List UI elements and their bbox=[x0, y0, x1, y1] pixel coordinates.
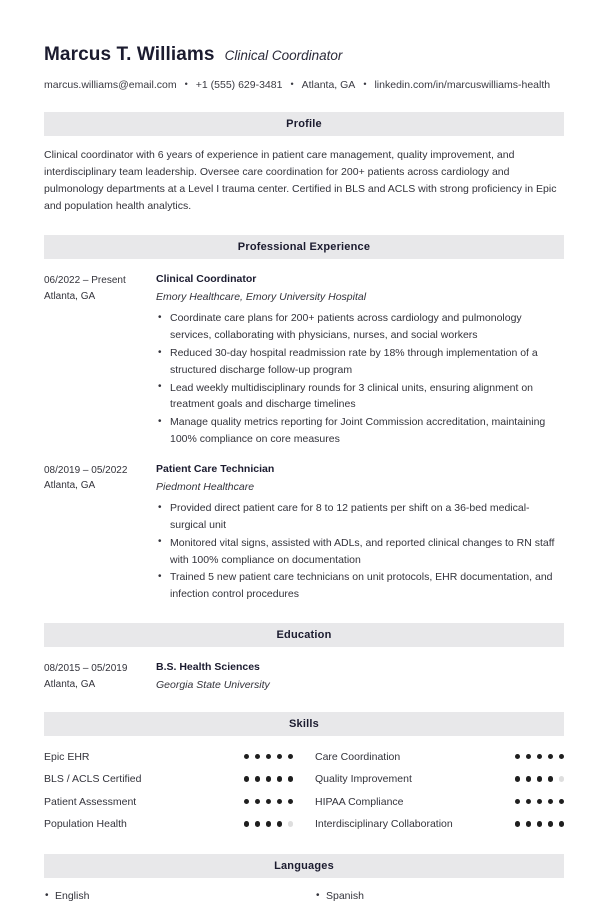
skill-rating-dots bbox=[515, 799, 565, 805]
experience-bullet: • Trained 5 new patient care technicians on unit protocols, EHR documentation, and infection control procedures bbox=[156, 569, 564, 603]
experience-entry-bullets bbox=[156, 500, 564, 603]
skill-rating-dots bbox=[244, 776, 294, 782]
rating-dot-filled bbox=[244, 799, 250, 805]
experience-entry-dates: 06/2022 – Present bbox=[44, 275, 126, 286]
skill-rating-dots bbox=[244, 754, 294, 760]
contact-separator-icon: • bbox=[363, 78, 367, 89]
rating-dot-filled bbox=[548, 754, 554, 760]
contact-linkedin[interactable]: linkedin.com/in/marcuswilliams-health bbox=[374, 79, 551, 91]
education-entry-degree: B.S. Health Sciences bbox=[156, 661, 260, 674]
experience-entry-location: Atlanta, GA bbox=[44, 480, 96, 492]
experience-entry-location: Atlanta, GA bbox=[44, 290, 96, 302]
skill-name: Interdisciplinary Collaboration bbox=[315, 818, 453, 831]
contact-line bbox=[44, 79, 564, 91]
rating-dot-filled bbox=[266, 821, 272, 827]
skills-grid bbox=[44, 745, 564, 835]
rating-dot-filled bbox=[244, 821, 250, 827]
skill-row bbox=[44, 790, 293, 813]
skill-row bbox=[44, 745, 293, 768]
skill-row bbox=[44, 768, 293, 791]
experience-entry-role: Patient Care Technician bbox=[156, 462, 275, 475]
rating-dot-filled bbox=[537, 754, 543, 760]
experience-entry-meta bbox=[44, 272, 156, 449]
rating-dot-filled bbox=[515, 799, 521, 805]
rating-dot-filled bbox=[537, 776, 543, 782]
rating-dot-filled bbox=[548, 776, 554, 782]
rating-dot-filled bbox=[559, 754, 565, 760]
rating-dot-filled bbox=[277, 776, 283, 782]
education-entry bbox=[44, 660, 564, 693]
experience-entry-meta bbox=[44, 462, 156, 604]
rating-dot-filled bbox=[515, 776, 521, 782]
rating-dot-filled bbox=[548, 799, 554, 805]
contact-email[interactable]: marcus.williams@email.com bbox=[44, 79, 177, 91]
experience-entry-organization: Piedmont Healthcare bbox=[156, 481, 255, 494]
education-entry-dates: 08/2015 – 05/2019 bbox=[44, 663, 128, 675]
profile-summary-text: Clinical coordinator with 6 years of experience in patient care management, quality improvement, and interdisciplinary team leadership. Oversee care coordination for 200+ patients across cardiology and pulmonology departments at a Level I trauma center. Certified in BLS and ACLS with strong proficiency in Epic and population health analytics. bbox=[44, 149, 557, 212]
experience-entry bbox=[44, 462, 564, 604]
rating-dot-filled bbox=[255, 776, 261, 782]
education-entry-location: Atlanta, GA bbox=[44, 678, 96, 690]
experience-entry bbox=[44, 272, 564, 449]
education-entry-institution: Georgia State University bbox=[156, 679, 270, 692]
rating-dot-filled bbox=[255, 799, 261, 805]
skill-name: HIPAA Compliance bbox=[315, 795, 404, 808]
experience-entry-body bbox=[156, 462, 564, 604]
education-entry-meta bbox=[44, 660, 156, 693]
rating-dot-filled bbox=[548, 821, 554, 827]
skill-rating-dots bbox=[515, 776, 565, 782]
skill-rating-dots bbox=[244, 799, 294, 805]
experience-entry-bullets bbox=[156, 310, 564, 447]
languages-grid bbox=[44, 888, 564, 905]
rating-dot-filled bbox=[515, 821, 521, 827]
experience-bullet: • Provided direct patient care for 8 to 12 patients per shift on a 36-bed medical-surgical unit bbox=[156, 500, 564, 534]
section-heading-languages: Languages bbox=[44, 854, 564, 878]
education-entry-body bbox=[156, 660, 564, 693]
skill-row bbox=[315, 790, 564, 813]
contact-phone[interactable]: +1 (555) 629-3481 bbox=[195, 79, 283, 91]
language-item: • English bbox=[44, 888, 293, 905]
experience-bullet: • Manage quality metrics reporting for Joint Commission accreditation, maintaining 100% compliance on core measures bbox=[156, 414, 564, 448]
rating-dot-filled bbox=[559, 799, 565, 805]
section-heading-education: Education bbox=[44, 623, 564, 647]
rating-dot-filled bbox=[244, 776, 250, 782]
candidate-job-title: Clinical Coordinator bbox=[224, 48, 343, 63]
skill-name: Quality Improvement bbox=[315, 773, 412, 786]
rating-dot-empty bbox=[288, 821, 294, 827]
rating-dot-filled bbox=[537, 821, 543, 827]
rating-dot-filled bbox=[244, 754, 250, 760]
experience-bullet: • Reduced 30-day hospital readmission rate by 18% through implementation of a structured discharge follow-up program bbox=[156, 345, 564, 379]
experience-entry-body bbox=[156, 272, 564, 449]
skill-row bbox=[44, 813, 293, 836]
skill-rating-dots bbox=[244, 821, 294, 827]
experience-bullet: • Monitored vital signs, assisted with ADLs, and reported clinical changes to RN staff with 100% compliance on documentation bbox=[156, 535, 564, 569]
experience-entry-dates: 08/2019 – 05/2022 bbox=[44, 464, 128, 476]
rating-dot-filled bbox=[277, 821, 283, 827]
section-heading-experience: Professional Experience bbox=[44, 235, 564, 259]
contact-separator-icon: • bbox=[290, 78, 294, 89]
rating-dot-empty bbox=[559, 776, 565, 782]
rating-dot-filled bbox=[526, 776, 532, 782]
candidate-name: Marcus T. Williams bbox=[44, 44, 215, 65]
experience-entry-organization: Emory Healthcare, Emory University Hospital bbox=[156, 291, 367, 304]
skill-name: Patient Assessment bbox=[44, 795, 137, 808]
skill-row bbox=[315, 745, 564, 768]
rating-dot-filled bbox=[288, 799, 294, 805]
rating-dot-filled bbox=[288, 776, 294, 782]
rating-dot-filled bbox=[559, 821, 565, 827]
skill-name: Epic EHR bbox=[44, 750, 90, 763]
rating-dot-filled bbox=[526, 754, 532, 760]
section-heading-skills: Skills bbox=[44, 712, 564, 736]
language-item: • Spanish bbox=[315, 888, 564, 905]
rating-dot-filled bbox=[526, 821, 532, 827]
rating-dot-filled bbox=[266, 776, 272, 782]
resume-header bbox=[44, 44, 564, 66]
skill-name: BLS / ACLS Certified bbox=[44, 773, 142, 786]
rating-dot-filled bbox=[537, 799, 543, 805]
section-heading-profile: Profile bbox=[44, 112, 564, 136]
skill-rating-dots bbox=[515, 754, 565, 760]
rating-dot-filled bbox=[266, 799, 272, 805]
contact-separator-icon: • bbox=[184, 78, 188, 89]
skill-name: Care Coordination bbox=[315, 750, 401, 763]
contact-location: Atlanta, GA bbox=[301, 79, 356, 91]
rating-dot-filled bbox=[266, 754, 272, 760]
experience-entry-role: Clinical Coordinator bbox=[156, 273, 257, 285]
skill-row bbox=[315, 768, 564, 791]
skill-name: Population Health bbox=[44, 818, 127, 831]
rating-dot-filled bbox=[277, 799, 283, 805]
rating-dot-filled bbox=[277, 754, 283, 760]
experience-bullet: • Coordinate care plans for 200+ patients across cardiology and pulmonology services, collaborating with physicians, nurses, and social workers bbox=[156, 310, 564, 344]
skill-rating-dots bbox=[515, 821, 565, 827]
rating-dot-filled bbox=[288, 754, 294, 760]
experience-bullet: • Lead weekly multidisciplinary rounds for 3 clinical units, ensuring alignment on treatment goals and discharge timelines bbox=[156, 380, 564, 414]
skill-row bbox=[315, 813, 564, 836]
rating-dot-filled bbox=[255, 754, 261, 760]
rating-dot-filled bbox=[515, 754, 521, 760]
rating-dot-filled bbox=[255, 821, 261, 827]
rating-dot-filled bbox=[526, 799, 532, 805]
